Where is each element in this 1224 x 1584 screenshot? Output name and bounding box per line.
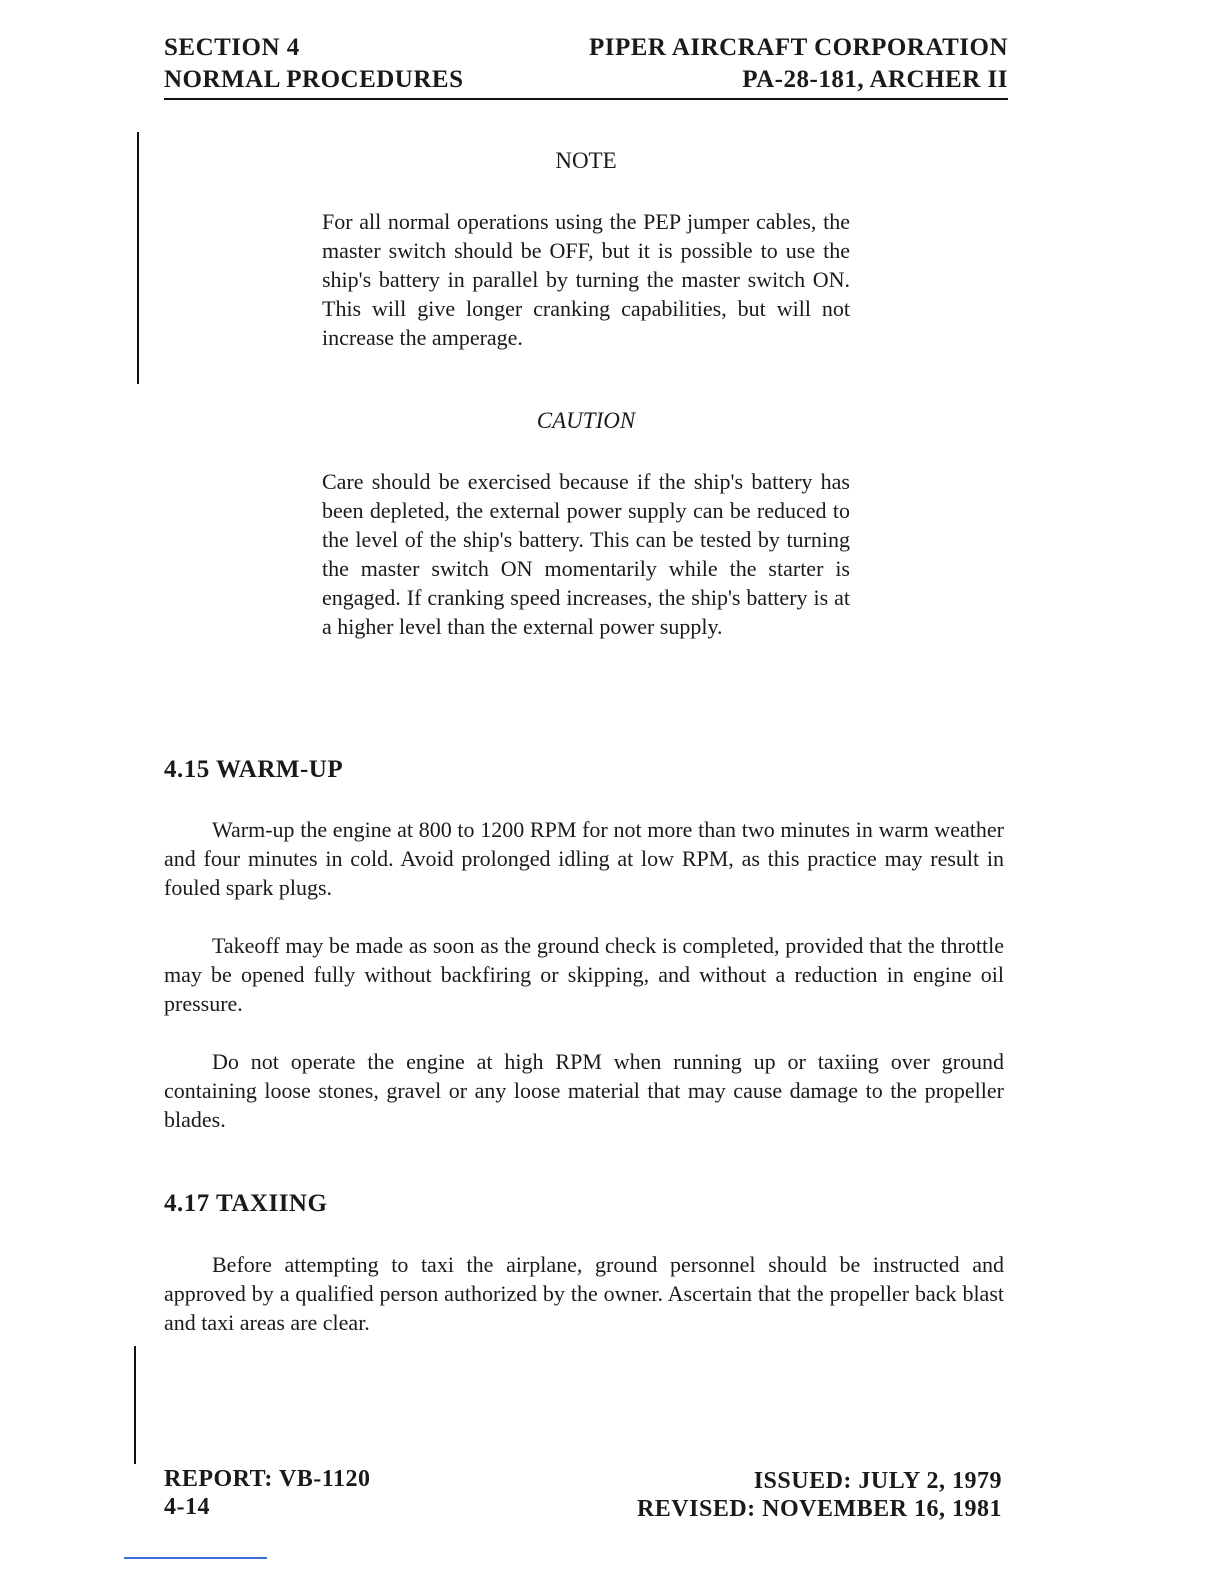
warmup-paragraph-1: Warm-up the engine at 800 to 1200 RPM for not more than two minutes in warm weather and four minutes in cold. Avoid prolonged idling at low RPM, as this practice may result in fouled spark plugs. (164, 817, 1004, 900)
header-company: PIPER AIRCRAFT CORPORATION (588, 34, 1008, 61)
taxiing-paragraph-1: Before attempting to taxi the airplane, ground personnel should be instructed and approved by a qualified person authorized by the owner. Ascertain that the propeller back blast and taxi areas are clear. (164, 1252, 1004, 1335)
section-heading-taxiing: 4.17 TAXIING (164, 1190, 328, 1217)
section-heading-warmup: 4.15 WARM-UP (164, 756, 344, 783)
revision-bar-bottom (134, 1346, 136, 1464)
footer-issued: ISSUED: JULY 2, 1979 (753, 1468, 1002, 1494)
footer-report-block (164, 1465, 370, 1521)
footer-dates-block (637, 1467, 1002, 1523)
header-section (164, 32, 464, 96)
scan-artifact-line (124, 1557, 267, 1559)
warmup-paragraph-3: Do not operate the engine at high RPM when running up or taxiing over ground containing loose stones, gravel or any loose material that may cause damage to the propeller blades. (164, 1049, 1004, 1132)
header-rule (164, 98, 1008, 100)
note-text: For all normal operations using the PEP jumper cables, the master switch should be OFF, but it is possible to use the ship's battery in parallel by turning the master switch ON. This will give longer cranking capabilities, but will not increase the amperage. (322, 209, 850, 350)
revision-bar-top (137, 132, 139, 384)
warmup-paragraph-2: Takeoff may be made as soon as the ground check is completed, provided that the throttle may be opened fully without backfiring or skipping, and without a reduction in engine oil pressure. (164, 933, 1004, 1016)
caution-text: Care should be exercised because if the ship's battery has been depleted, the external power supply can be reduced to the level of the ship's battery. This can be tested by turning the master switch ON momentarily while the starter is engaged. If cranking speed increases, the ship's battery is at a higher level than the external power supply. (322, 469, 850, 639)
header-company-block (589, 32, 1008, 96)
header-section-number: SECTION 4 (164, 34, 300, 61)
header-section-title: NORMAL PROCEDURES (164, 66, 464, 93)
header-model: PA-28-181, ARCHER II (742, 66, 1008, 93)
caution-heading: CAUTION (536, 408, 636, 433)
footer-report: REPORT: VB-1120 (164, 1466, 371, 1492)
note-heading: NOTE (555, 148, 617, 173)
footer-page-number: 4-14 (164, 1494, 210, 1520)
footer-revised: REVISED: NOVEMBER 16, 1981 (636, 1496, 1002, 1522)
